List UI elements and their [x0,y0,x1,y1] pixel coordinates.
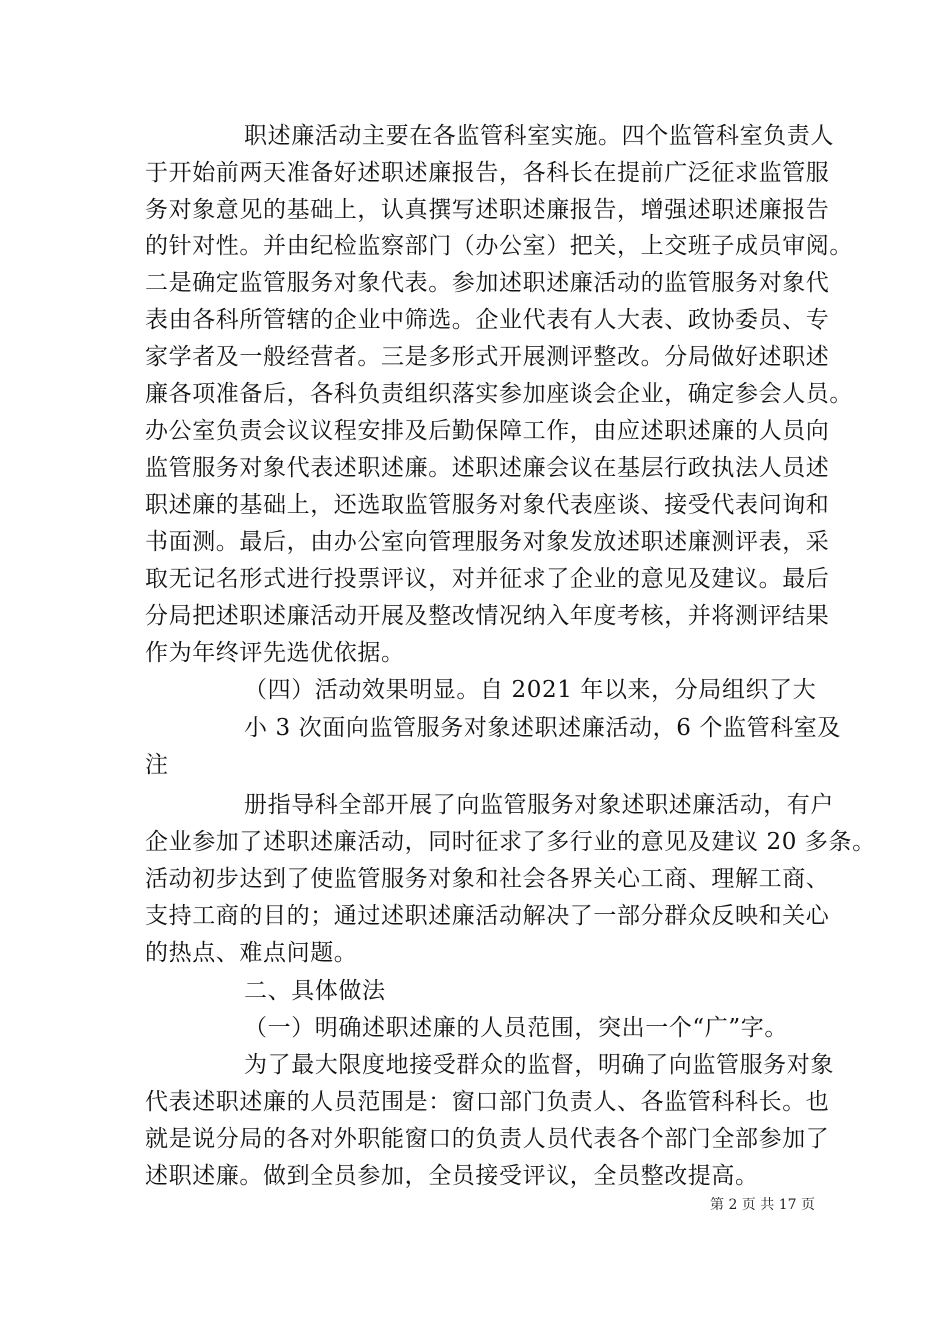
text-line: 活动初步达到了使监管服务对象和社会各界关心工商、理解工商、 [145,866,830,892]
section-heading: （四）活动效果明显。自 2021 年以来，分局组织了大 [244,677,817,703]
text-line: 廉各项准备后，各科负责组织落实参加座谈会企业，确定参会人员。 [145,381,853,407]
text-line: 于开始前两天准备好述职述廉报告，各科长在提前广泛征求监管服 [145,160,830,186]
text-line: 办公室负责会议议程安排及后勤保障工作，由应述职述廉的人员向 [145,418,830,444]
text-line: 书面测。最后，由办公室向管理服务对象发放述职述廉测评表，采 [145,529,830,555]
text-line: 取无记名形式进行投票评议，对并征求了企业的意见及建议。最后 [145,566,830,592]
text-line: 就是说分局的各对外职能窗口的负责人员代表各个部门全部参加了 [145,1126,830,1152]
text-line: 务对象意见的基础上，认真撰写述职述廉报告，增强述职述廉报告 [145,197,830,223]
text-line: 家学者及一般经营者。三是多形式开展测评整改。分局做好述职述 [145,344,830,370]
text-line: 的热点、难点问题。 [145,940,358,966]
text-line: 职述廉活动主要在各监管科室实施。四个监管科室负责人 [244,123,834,149]
text-line: 代表述职述廉的人员范围是：窗口部门负责人、各监管科科长。也 [145,1089,830,1115]
text-line: 作为年终评先选优依据。 [145,640,405,666]
text-line: 的针对性。并由纪检监察部门（办公室）把关，上交班子成员审阅。 [145,233,853,259]
text-line: 册指导科全部开展了向监管服务对象述职述廉活动，有户 [244,792,834,818]
section-heading: （一）明确述职述廉的人员范围，突出一个“广”字。 [244,1015,788,1041]
text-line: 注 [145,752,169,778]
page-number: 第 2 页 共 17 页 [710,1197,815,1213]
text-line: 分局把述职述廉活动开展及整改情况纳入年度考核，并将测评结果 [145,603,830,629]
text-line: 支持工商的目的；通过述职述廉活动解决了一部分群众反映和关心 [145,903,830,929]
text-line: 监管服务对象代表述职述廉。述职述廉会议在基层行政执法人员述 [145,455,830,481]
section-heading: 二、具体做法 [244,978,386,1004]
text-line: 职述廉的基础上，还选取监管服务对象代表座谈、接受代表问询和 [145,492,830,518]
text-line: 企业参加了述职述廉活动，同时征求了多行业的意见及建议 20 多条。 [145,829,876,855]
text-line: 述职述廉。做到全员参加，全员接受评议，全员整改提高。 [145,1163,759,1189]
text-line: 小 3 次面向监管服务对象述职述廉活动，6 个监管科室及 [244,715,841,741]
text-line: 表由各科所管辖的企业中筛选。企业代表有人大表、政协委员、专 [145,307,830,333]
text-line: 为了最大限度地接受群众的监督，明确了向监管服务对象 [244,1052,834,1078]
text-line: 二是确定监管服务对象代表。参加述职述廉活动的监管服务对象代 [145,270,830,296]
